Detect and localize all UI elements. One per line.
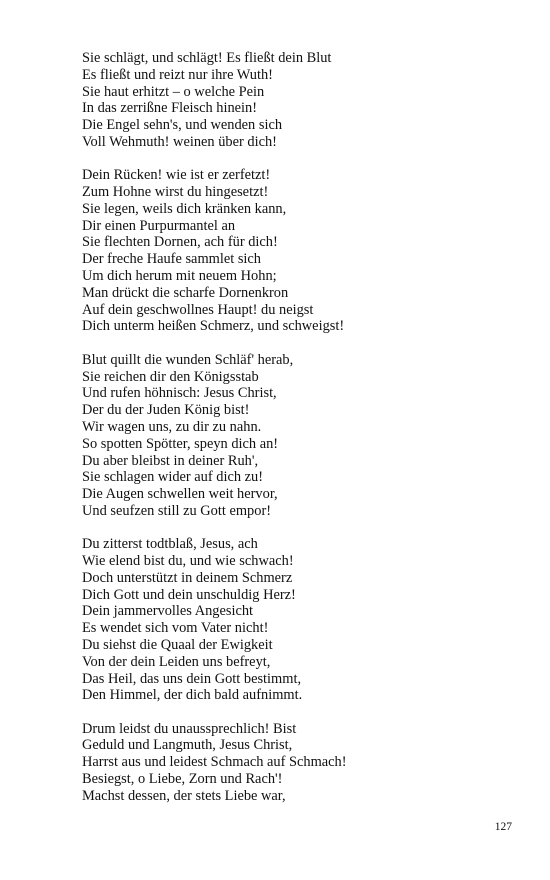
poem-line: Harrst aus und leidest Schmach auf Schmach! [82, 754, 347, 771]
page-number: 127 [494, 821, 512, 833]
poem-line: Geduld und Langmuth, Jesus Christ, [82, 737, 293, 754]
poem-line: Es fließt und reizt nur ihre Wuth! [82, 66, 273, 83]
stanza-4 [82, 536, 522, 704]
poem-line: Dich Gott und dein unschuldig Herz! [82, 586, 296, 603]
poem-line: Von der dein Leiden uns befreyt, [82, 653, 271, 670]
poem-line: Man drückt die scharfe Dornenkron [82, 284, 289, 301]
poem-line: Den Himmel, der dich bald aufnimmt. [82, 687, 303, 704]
stanza-5 [82, 721, 522, 805]
poem-line: Dein Rücken! wie ist er zerfetzt! [82, 167, 271, 184]
stanza-2 [82, 167, 522, 335]
poem-line: Du siehst die Quaal der Ewigkeit [82, 637, 273, 653]
poem-line: Zum Hohne wirst du hingesetzt! [82, 184, 269, 201]
poem-line: Sie flechten Dornen, ach für dich! [82, 234, 278, 251]
poem-line: Auf dein geschwollnes Haupt! du neigst [82, 301, 314, 318]
poem-line: Und seufzen still zu Gott empor! [82, 502, 272, 519]
poem-line: Sie schlägt, und schlägt! Es fließt dein Blut [82, 50, 332, 66]
poem-line: Sie schlagen wider auf dich zu! [82, 469, 264, 486]
stanza-1 [82, 50, 522, 151]
poem-line: Um dich herum mit neuem Hohn; [82, 268, 277, 285]
poem-line: Dein jammervolles Angesicht [82, 603, 254, 620]
poem-line: Sie haut erhitzt – o welche Pein [82, 83, 265, 100]
poem-line: Der freche Haufe sammlet sich [82, 251, 261, 268]
poem-line: Sie reichen dir den Königsstab [82, 368, 259, 385]
poem-body [82, 50, 522, 805]
stanza-3 [82, 352, 522, 520]
poem-line: Blut quillt die wunden Schläf' herab, [82, 351, 294, 368]
poem-line: Drum leidst du unaussprechlich! Bist [82, 720, 297, 737]
poem-line: Der du der Juden König bist! [82, 402, 250, 419]
poem-line: Du zitterst todtblaß, Jesus, ach [82, 536, 258, 553]
poem-line: In das zerrißne Fleisch hinein! [82, 100, 258, 117]
poem-line: Doch unterstützt in deinem Schmerz [82, 569, 293, 586]
poem-line: Das Heil, das uns dein Gott bestimmt, [82, 670, 302, 687]
poem-line: Besiegst, o Liebe, Zorn und Rach'! [82, 771, 283, 788]
poem-line: Sie legen, weils dich kränken kann, [82, 200, 287, 217]
poem-line: Die Engel sehn's, und wenden sich [82, 117, 283, 134]
poem-line: Es wendet sich vom Vater nicht! [82, 620, 269, 637]
poem-line: Dir einen Purpurmantel an [82, 217, 236, 234]
poem-line: Du aber bleibst in deiner Ruh', [82, 452, 259, 469]
poem-line: Die Augen schwellen weit hervor, [82, 486, 278, 503]
poem-line: Wie elend bist du, und wie schwach! [82, 553, 294, 570]
poem-line: Machst dessen, der stets Liebe war, [82, 787, 286, 804]
poem-line: Dich unterm heißen Schmerz, und schweigst! [82, 318, 345, 335]
poem-line: Voll Wehmuth! weinen über dich! [82, 133, 277, 150]
poem-line: Und rufen höhnisch: Jesus Christ, [82, 385, 277, 402]
poem-line: Wir wagen uns, zu dir zu nahn. [82, 418, 262, 435]
poem-line: So spotten Spötter, speyn dich an! [82, 435, 279, 452]
